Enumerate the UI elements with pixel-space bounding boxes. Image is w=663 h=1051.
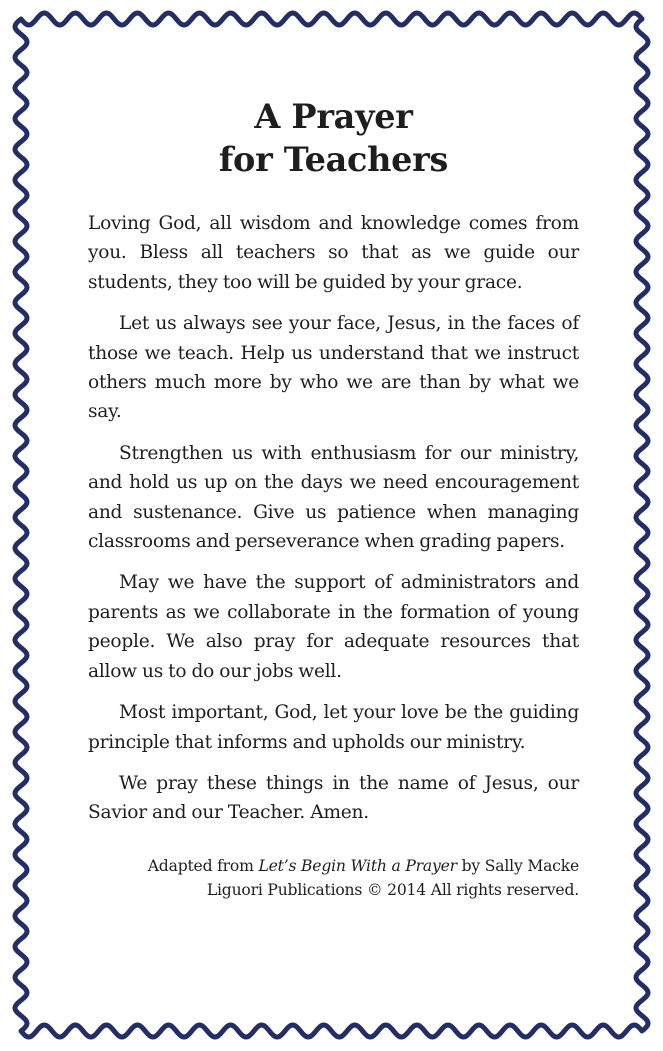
title-line-1: A Prayer xyxy=(254,97,413,136)
credit-book-title: Let’s Begin With a Prayer xyxy=(258,856,457,875)
prayer-paragraph-5: Most important, God, let your love be the guiding principle that informs and upholds our ministry. xyxy=(88,702,579,753)
title-line-2: for Teachers xyxy=(218,140,449,179)
credit-prefix: Adapted from xyxy=(147,856,259,875)
prayer-paragraph-3: Strengthen us with enthusiasm for our ministry, and hold us up on the days we need encouragement and sustenance. Give us patience when managing classrooms and perseverance when grading papers. xyxy=(88,442,579,553)
prayer-paragraph-2: Let us always see your face, Jesus, in the faces of those we teach. Help us understand that we instruct others much more by who we are than by what we say. xyxy=(88,313,579,423)
credit-author: by Sally Macke xyxy=(456,856,579,875)
prayer-body xyxy=(88,209,579,828)
credits xyxy=(88,854,579,902)
prayer-paragraph-6: We pray these things in the name of Jesus, our Savior and our Teacher. Amen. xyxy=(88,772,579,824)
credit-source-line xyxy=(88,854,579,878)
prayer-paragraph-1: Loving God, all wisdom and knowledge comes from you. Bless all teachers so that as we guide our students, they too will be guided by your grace. xyxy=(88,213,579,293)
prayer-card xyxy=(88,95,579,902)
prayer-paragraph-4: May we have the support of administrators and parents as we collaborate in the formation of young people. We also pray for adequate resources that allow us to do our jobs well. xyxy=(88,572,579,682)
page-title xyxy=(88,95,579,181)
credit-publisher-line: Liguori Publications © 2014 All rights reserved. xyxy=(206,880,579,899)
